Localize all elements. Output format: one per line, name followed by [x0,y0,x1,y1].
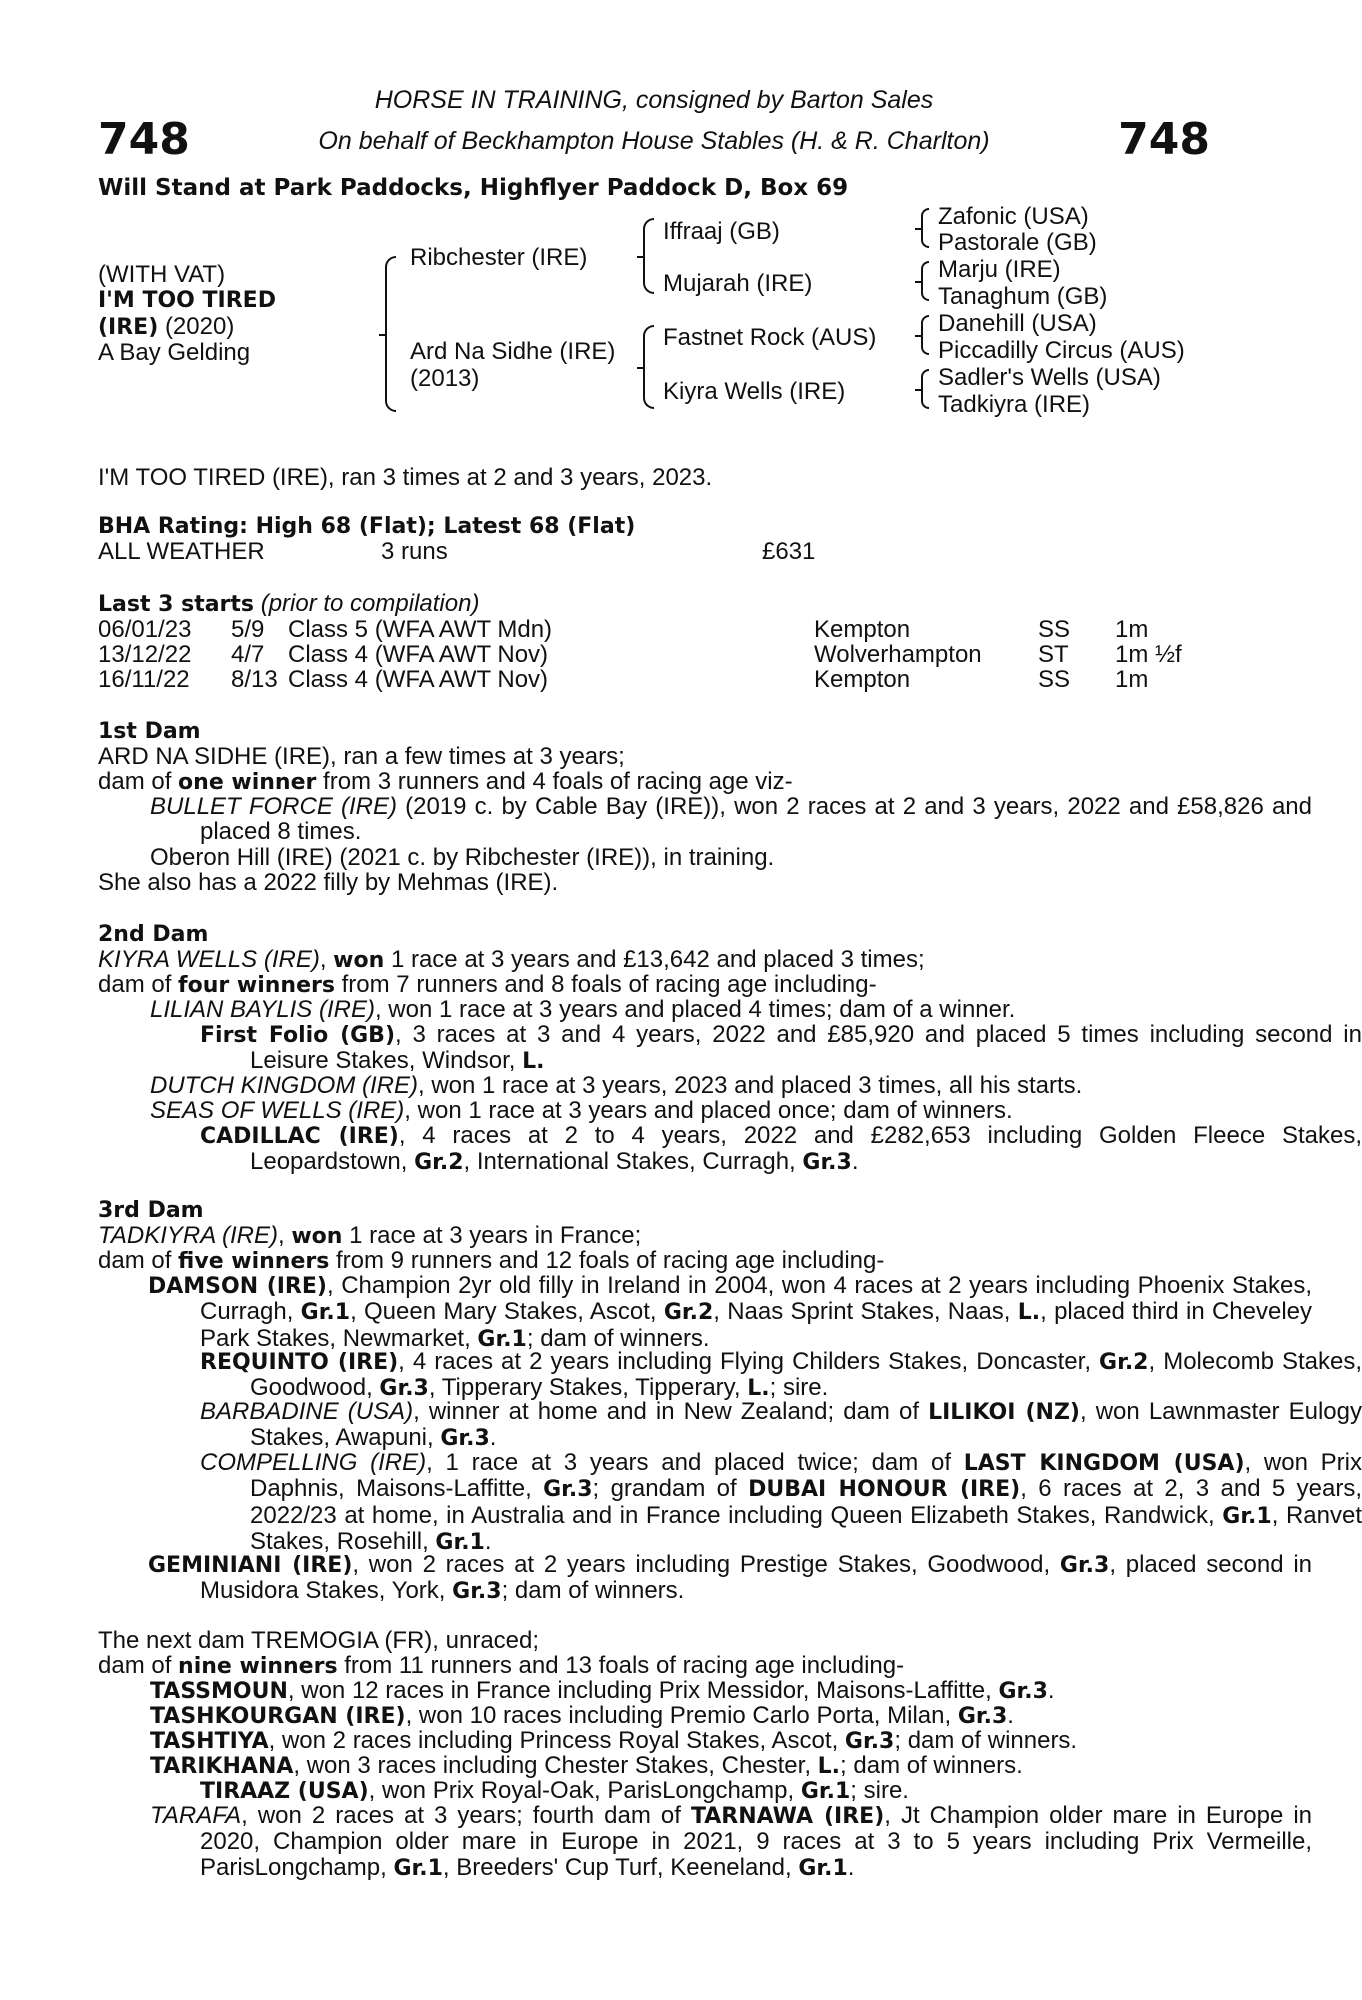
pedigree-brace-gg1 [921,208,929,248]
second-dam-line: KIYRA WELLS (IRE), won 1 race at 3 years and £13,642 and placed 3 times; [98,946,925,973]
start-course: Kempton [814,616,911,643]
start-date: 06/01/23 [98,616,192,643]
start-position: 5/9 [231,616,265,643]
start-race: Class 4 (WFA AWT Nov) [288,666,549,693]
race-summary: I'M TOO TIRED (IRE), ran 3 times at 2 and 3 years, 2023. [98,464,713,491]
second-dam-produce: dam of four winners from 7 runners and 8 foals of racing age including- [98,971,877,998]
start-distance: 1m ½f [1115,641,1182,668]
next-dam-line: The next dam TREMOGIA (FR), unraced; [98,1627,540,1654]
pedigree-gg-8: Tadkiyra (IRE) [938,391,1091,418]
start-distance: 1m [1115,666,1149,693]
surface-runs: 3 runs [381,538,448,565]
third-dam-produce: dam of five winners from 9 runners and 12 foals of racing age including- [98,1247,885,1274]
pedigree-brace-sire [643,218,654,294]
pedigree-gg-1: Zafonic (USA) [938,203,1089,230]
pedigree-sire: Ribchester (IRE) [410,244,588,271]
pedigree-gg-4: Tanaghum (GB) [938,283,1108,310]
second-dam-grandprogeny: First Folio (GB), 3 races at 3 and 4 years, 2022 and £85,920 and placed 5 times including second in Leisure Stakes, Windsor, L. [200,1021,1362,1075]
start-row [98,617,1210,642]
start-position: 8/13 [231,666,278,693]
start-course: Wolverhampton [814,641,982,668]
start-race: Class 5 (WFA AWT Mdn) [288,616,553,643]
pedigree-brace-gg3 [921,315,929,355]
third-dam-progeny: COMPELLING (IRE), 1 race at 3 years and placed twice; dam of LAST KINGDOM (USA), won Prix Daphnis, Maisons-Laffitte, Gr.3; grandam of DUBAI HONOUR (IRE), 6 races at 2, 3 and 5 years, 2022/23 at home, in Australia and in France including Queen Elizabeth Stakes, Randwick, Gr.1, Ranvet Stakes, Rosehill, Gr.1. [200,1449,1362,1556]
start-going: SS [1038,616,1071,643]
horse-description: A Bay Gelding [98,339,251,366]
first-dam-note: She also has a 2022 filly by Mehmas (IRE). [98,869,559,896]
first-dam-heading: 1st Dam [98,719,201,744]
catalogue-page [98,0,1362,2000]
pedigree-dam-dam: Kiyra Wells (IRE) [663,378,846,405]
pedigree-brace-gg4 [921,369,929,409]
second-dam-grandprogeny: CADILLAC (IRE), 4 races at 2 to 4 years, 2022 and £282,653 including Golden Fleece Stakes, Leopardstown, Gr.2, International Stakes, Curragh, Gr.3. [200,1122,1362,1176]
third-dam-progeny: DAMSON (IRE), Champion 2yr old filly in Ireland in 2004, won 4 races at 2 years including Phoenix Stakes, Curragh, Gr.1, Queen Mary Stakes, Ascot, Gr.2, Naas Sprint Stakes, Naas, L., placed third in Cheveley Park Stakes, Newmarket, Gr.1; dam of winners. [148,1272,1313,1352]
second-dam-progeny: SEAS OF WELLS (IRE), won 1 race at 3 years and placed once; dam of winners. [150,1097,1013,1124]
start-going: ST [1038,641,1069,668]
pedigree-sire-dam: Mujarah (IRE) [663,270,813,297]
lot-number-right: 748 [1118,114,1210,165]
start-date: 13/12/22 [98,641,192,668]
first-dam-line: ARD NA SIDHE (IRE), ran a few times at 3 years; [98,743,625,770]
start-race: Class 4 (WFA AWT Nov) [288,641,549,668]
pedigree-gg-5: Danehill (USA) [938,310,1097,337]
lot-number-left: 748 [98,114,190,165]
pedigree-brace-dam [643,325,654,409]
third-dam-progeny: GEMINIANI (IRE), won 2 races at 2 years including Prestige Stakes, Goodwood, Gr.3, placed second in Musidora Stakes, York, Gr.3; dam of winners. [148,1551,1313,1605]
consignor-line: HORSE IN TRAINING, consigned by Barton Sales [374,86,934,114]
start-row [98,642,1210,667]
next-dam-progeny: TASSMOUN, won 12 races in France including Prix Messidor, Maisons-Laffitte, Gr.3. [150,1677,1055,1704]
third-dam-progeny: BARBADINE (USA), winner at home and in New Zealand; dam of LILIKOI (NZ), won Lawnmaster Eulogy Stakes, Awapuni, Gr.3. [200,1398,1362,1452]
next-dam-progeny: TASHTIYA, won 2 races including Princess Royal Stakes, Ascot, Gr.3; dam of winners. [150,1727,1078,1754]
first-dam-progeny: BULLET FORCE (IRE) (2019 c. by Cable Bay (IRE)), won 2 races at 2 and 3 years, 2022 and £58,826 and placed 8 times. [150,793,1313,846]
third-dam-heading: 3rd Dam [98,1198,204,1223]
second-dam-progeny: LILIAN BAYLIS (IRE), won 1 race at 3 years and placed 4 times; dam of a winner. [150,996,1016,1023]
pedigree-dam-year: (2013) [410,365,480,392]
next-dam-progeny: TARAFA, won 2 races at 3 years; fourth dam of TARNAWA (IRE), Jt Champion older mare in Europe in 2020, Champion older mare in Europe in 2021, 9 races at 3 to 5 years including Prix Vermeille, ParisLongchamp, Gr.1, Breeders' Cup Turf, Keeneland, Gr.1. [150,1802,1313,1881]
second-dam-heading: 2nd Dam [98,922,209,947]
next-dam-progeny: TASHKOURGAN (IRE), won 10 races including Premio Carlo Porta, Milan, Gr.3. [150,1702,1014,1729]
pedigree-sire-sire: Iffraaj (GB) [663,218,780,245]
vendor-line: On behalf of Beckhampton House Stables (H. & R. Charlton) [318,127,990,155]
next-dam-produce: dam of nine winners from 11 runners and 13 foals of racing age including- [98,1652,905,1679]
next-dam-grandprogeny: TIRAAZ (USA), won Prix Royal-Oak, ParisLongchamp, Gr.1; sire. [200,1777,909,1804]
horse-name: I'M TOO TIRED [98,288,276,313]
bha-rating: BHA Rating: High 68 (Flat); Latest 68 (Flat) [98,514,636,539]
pedigree-gg-7: Sadler's Wells (USA) [938,364,1161,391]
next-dam-progeny: TARIKHANA, won 3 races including Chester Stakes, Chester, L.; dam of winners. [150,1752,1023,1779]
pedigree-dam-sire: Fastnet Rock (AUS) [663,324,877,351]
pedigree-dam: Ard Na Sidhe (IRE) [410,338,616,365]
location-line: Will Stand at Park Paddocks, Highflyer Paddock D, Box 69 [98,175,849,201]
second-dam-progeny: DUTCH KINGDOM (IRE), won 1 race at 3 years, 2023 and placed 3 times, all his starts. [150,1072,1083,1099]
horse-name-suffix: (IRE) (2020) [98,313,235,340]
first-dam-produce: dam of one winner from 3 runners and 4 foals of racing age viz- [98,768,793,795]
third-dam-line: TADKIYRA (IRE), won 1 race at 3 years in France; [98,1222,642,1249]
pedigree-brace-main [385,256,396,412]
start-position: 4/7 [231,641,265,668]
pedigree-gg-6: Piccadilly Circus (AUS) [938,337,1185,364]
start-distance: 1m [1115,616,1149,643]
start-date: 16/11/22 [98,666,190,693]
pedigree-brace-gg2 [921,261,929,301]
vat-label: (WITH VAT) [98,261,226,288]
pedigree-gg-2: Pastorale (GB) [938,229,1097,256]
surface-earnings: £631 [762,538,816,565]
third-dam-grandprogeny: REQUINTO (IRE), 4 races at 2 years including Flying Childers Stakes, Doncaster, Gr.2, Molecomb Stakes, Goodwood, Gr.3, Tipperary Stakes, Tipperary, L.; sire. [200,1348,1362,1402]
pedigree-gg-3: Marju (IRE) [938,256,1061,283]
surface-label: ALL WEATHER [98,538,265,565]
start-course: Kempton [814,666,911,693]
start-row [98,667,1210,692]
start-going: SS [1038,666,1071,693]
first-dam-progeny: Oberon Hill (IRE) (2021 c. by Ribchester (IRE)), in training. [150,844,775,871]
last-starts-heading: Last 3 starts (prior to compilation) [98,590,480,617]
